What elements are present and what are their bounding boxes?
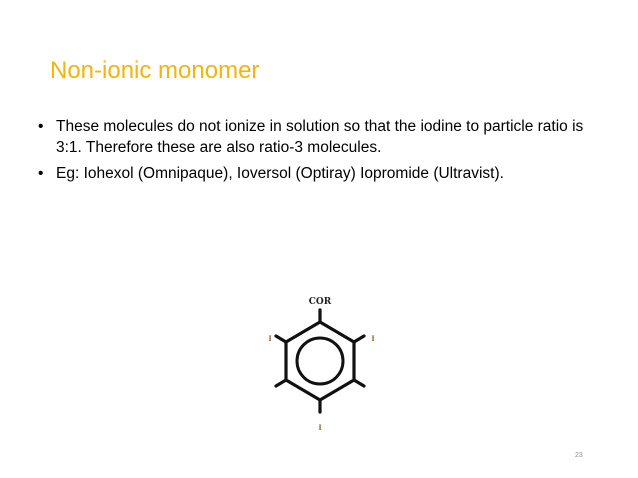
lower-right-bond <box>354 380 364 386</box>
bullet-text: These molecules do not ionize in solution so that the iodine to particle ratio is 3:1. Therefore these are also ratio-3 molecules. <box>56 118 584 156</box>
upper-right-bond <box>354 336 364 342</box>
aromatic-ring-circle <box>297 338 343 384</box>
bullet-item <box>36 116 606 158</box>
slide-title: Non-ionic monomer <box>50 57 260 84</box>
bullet-list <box>36 116 606 189</box>
bullet-item <box>36 163 606 184</box>
cor-label: COR <box>308 297 332 307</box>
benzene-ring-structure <box>255 288 385 438</box>
lower-left-bond <box>276 380 286 386</box>
upper-left-bond <box>276 336 286 342</box>
iodine-label-left: I <box>268 334 272 343</box>
iodine-label-right: I <box>371 334 375 343</box>
iodine-label-bottom: I <box>318 423 322 432</box>
bullet-marker: • <box>38 118 44 135</box>
bullet-text: Eg: Iohexol (Omnipaque), Ioversol (Optiray) Iopromide (Ultravist). <box>56 165 504 182</box>
page-number: 23 <box>575 452 583 459</box>
bullet-marker: • <box>38 165 44 182</box>
